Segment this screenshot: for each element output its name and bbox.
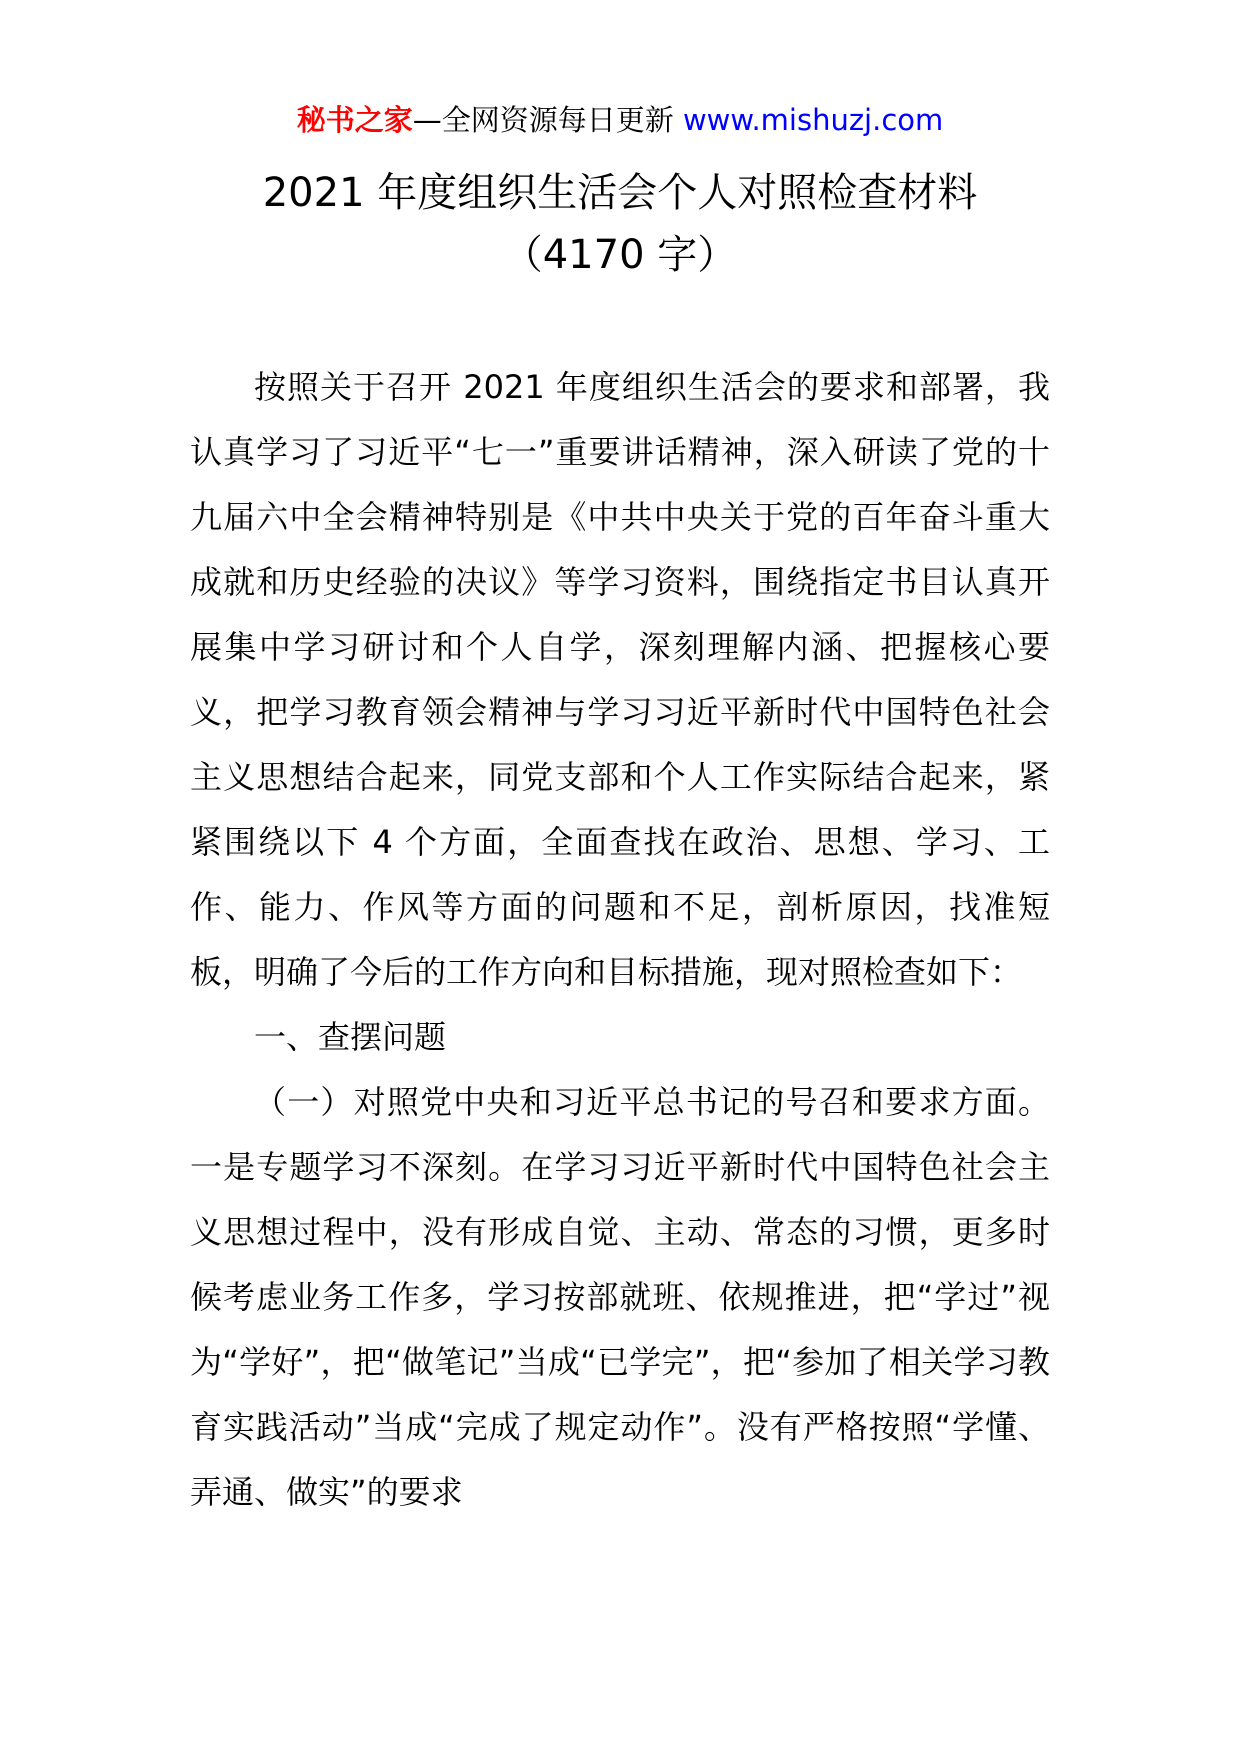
- document-title: 2021 年度组织生活会个人对照检查材料: [262, 170, 978, 216]
- document-word-count: （4170 字）: [502, 232, 738, 278]
- section-paragraph: （一）对照党中央和习近平总书记的号召和要求方面。一是专题学习不深刻。在学习习近平新时代中国特色社会主义思想过程中，没有形成自觉、主动、常态的习惯，更多时候考虑业务工作多，学习按部就班、依规推进，把“学过”视为“学好”，把“做笔记”当成“已学完”，把“参加了相关学习教育实践活动”当成“完成了规定动作”。没有严格按照“学懂、弄通、做实”的要求: [190, 1083, 1050, 1511]
- header-tagline: —全网资源每日更新: [412, 103, 674, 137]
- site-url-link[interactable]: www.mishuzj.com: [682, 103, 944, 137]
- section-heading: 一、查摆问题: [254, 1018, 447, 1056]
- brand-name: 秘书之家: [296, 103, 413, 137]
- intro-paragraph: 按照关于召开 2021 年度组织生活会的要求和部署，我认真学习了习近平“七一”重要讲话精神，深入研读了党的十九届六中全会精神特别是《中共中央关于党的百年奋斗重大成就和历史经验的决议》等学习资料，围绕指定书目认真开展集中学习研讨和个人自学，深刻理解内涵、把握核心要义，把学习教育领会精神与学习习近平新时代中国特色社会主义思想结合起来，同党支部和个人工作实际结合起来，紧紧围绕以下 4 个方面，全面查找在政治、思想、学习、工作、能力、作风等方面的问题和不足，剖析原因，找准短板，明确了今后的工作方向和目标措施，现对照检查如下：: [190, 368, 1050, 991]
- site-header: [0, 100, 1240, 140]
- document-body: [190, 355, 1050, 1525]
